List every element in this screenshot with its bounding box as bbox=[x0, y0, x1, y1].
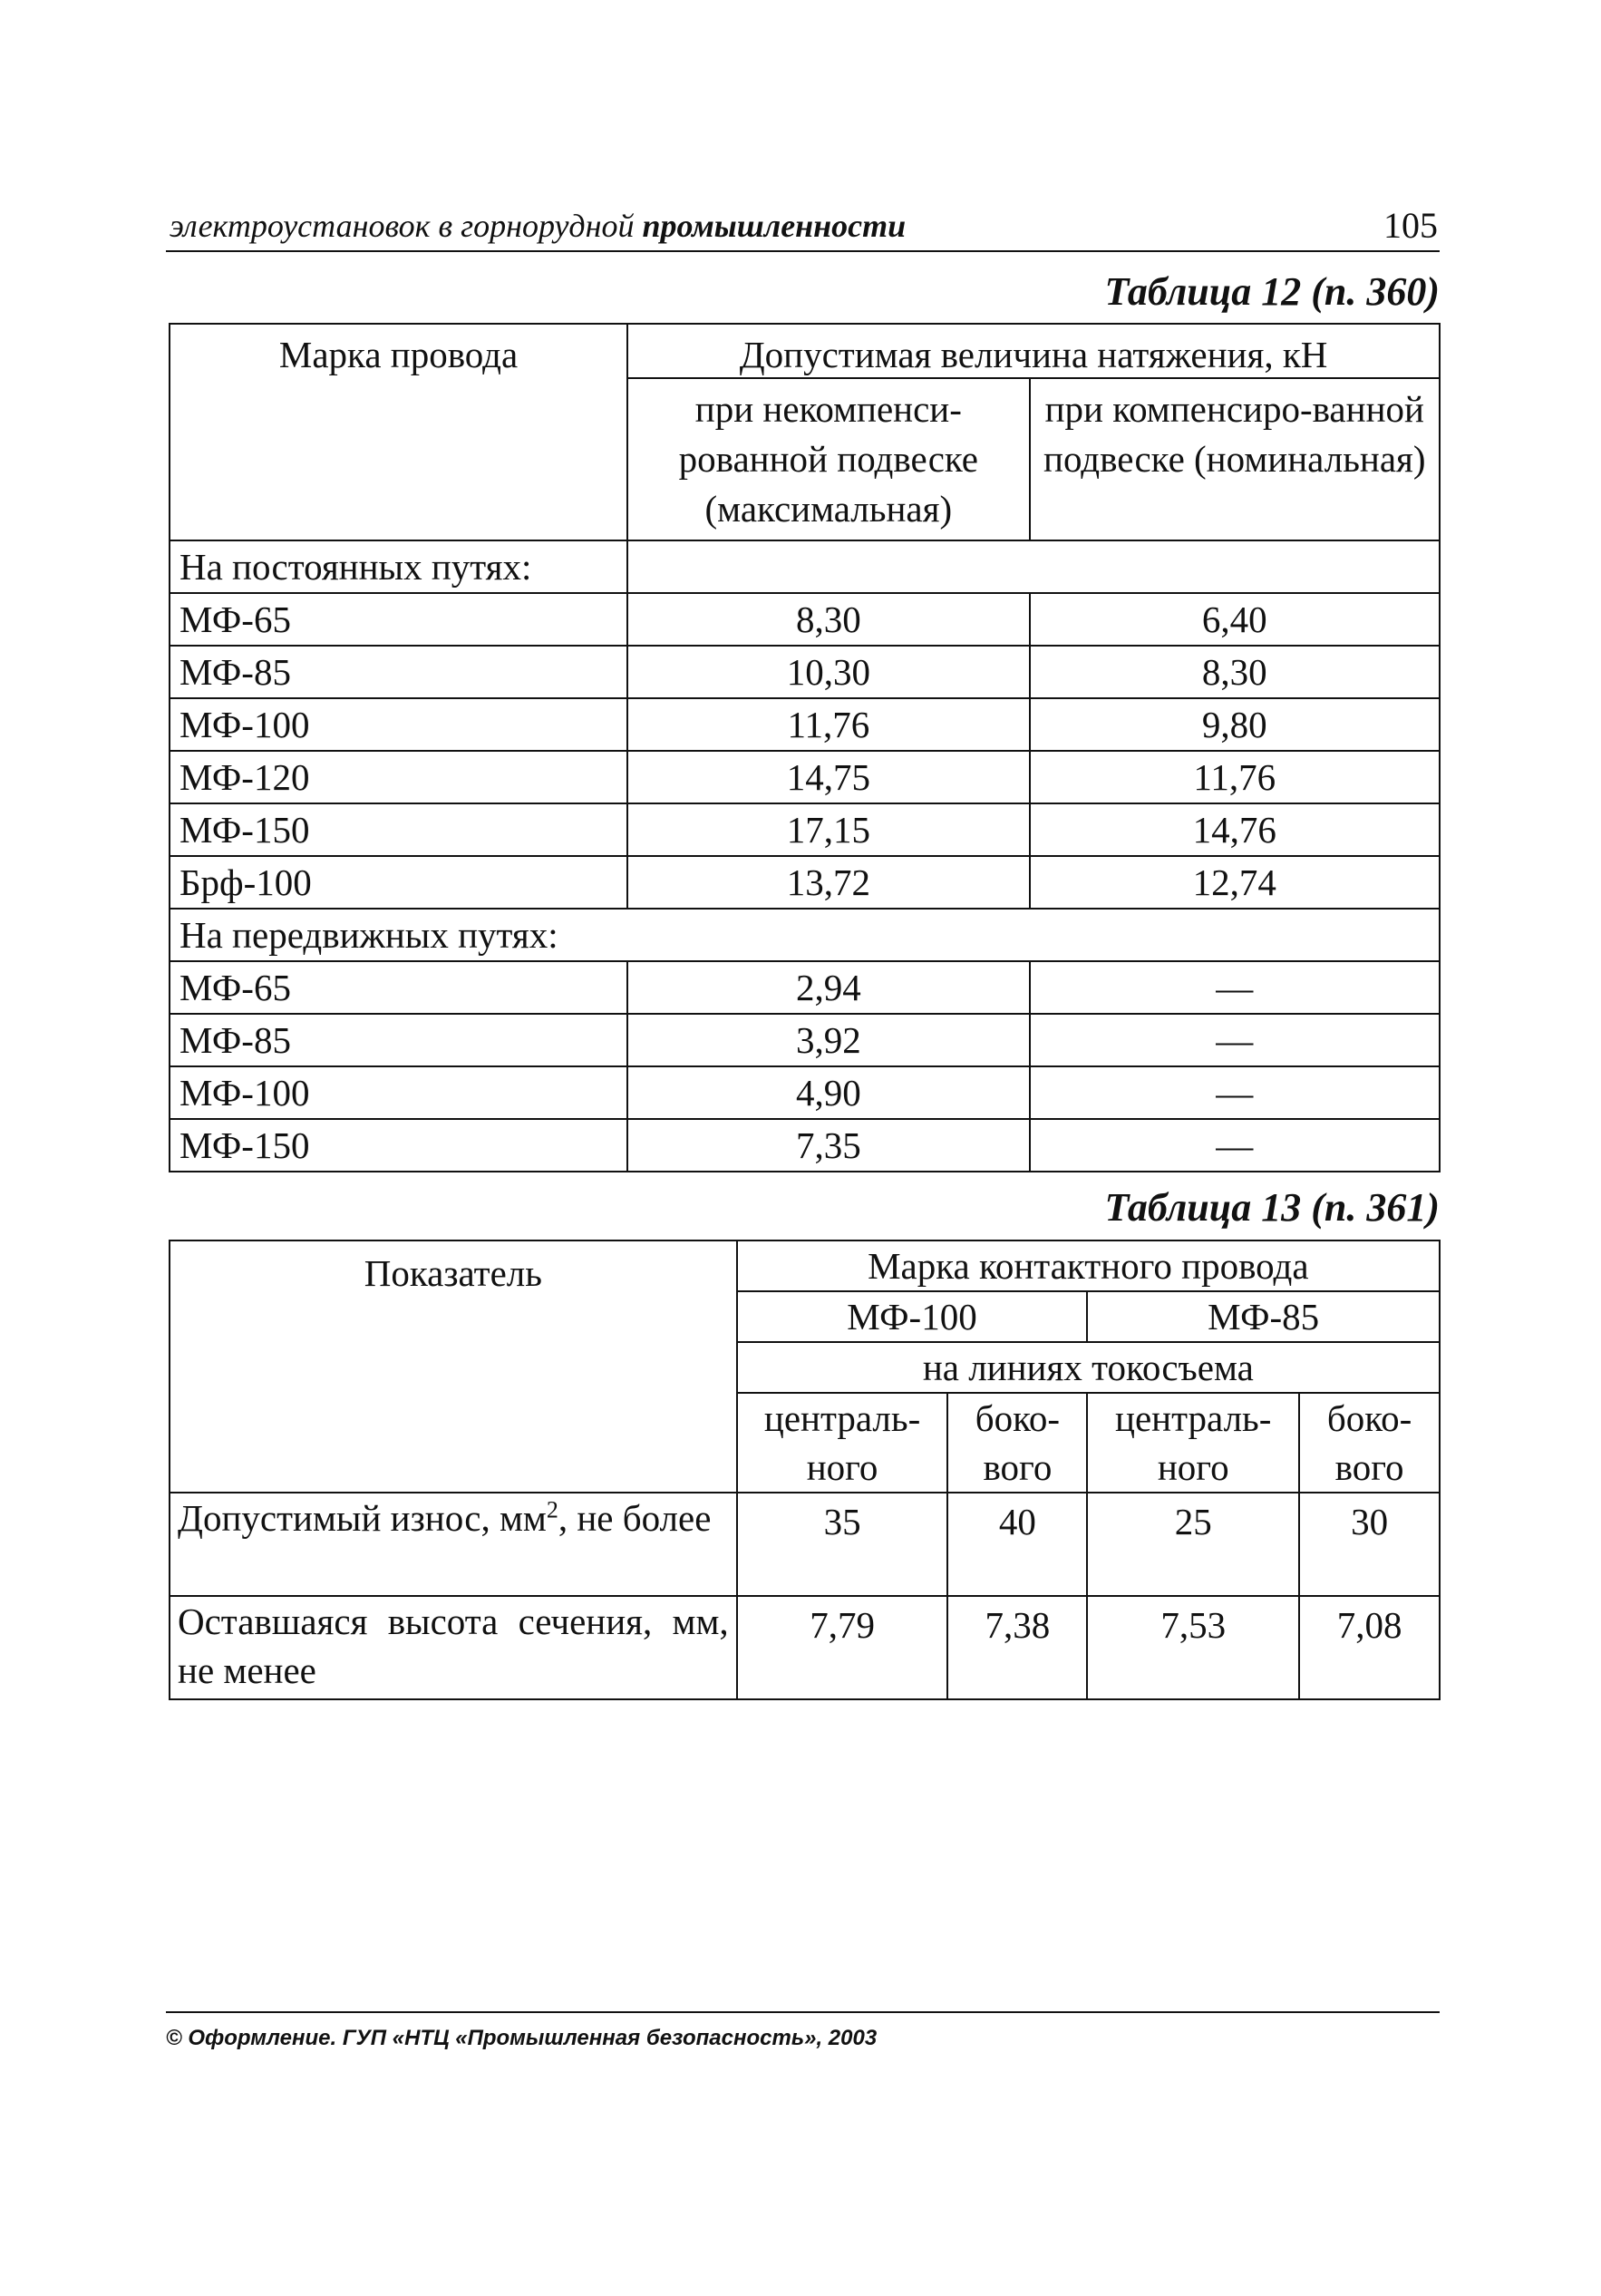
indicator-value-cell: 7,08 bbox=[1299, 1596, 1440, 1699]
table-row bbox=[170, 1119, 1440, 1172]
wire-brand-cell: МФ-150 bbox=[170, 803, 627, 856]
header-wire-brand: Марка провода bbox=[170, 324, 627, 540]
table13-caption: Таблица 13 (п. 361) bbox=[1104, 1185, 1440, 1230]
header-brand-mf85: МФ-85 bbox=[1087, 1291, 1440, 1342]
section-mobile: На передвижных путях: bbox=[170, 909, 1440, 961]
compensated-value-cell: 14,76 bbox=[1030, 803, 1440, 856]
section-permanent: На постоянных путях: bbox=[170, 540, 627, 593]
wire-brand-cell: Брф-100 bbox=[170, 856, 627, 909]
page-number: 105 bbox=[1383, 205, 1438, 246]
compensated-value-cell: 11,76 bbox=[1030, 751, 1440, 803]
header-pickup-lines: на линиях токосъема bbox=[737, 1342, 1440, 1393]
table13-rows bbox=[170, 1493, 1440, 1699]
indicator-value-cell: 30 bbox=[1299, 1493, 1440, 1596]
compensated-value-cell: 9,80 bbox=[1030, 698, 1440, 751]
table-row bbox=[170, 751, 1440, 803]
compensated-value-cell: — bbox=[1030, 1119, 1440, 1172]
table-row bbox=[170, 698, 1440, 751]
wire-brand-cell: МФ-100 bbox=[170, 1066, 627, 1119]
table-row bbox=[170, 1596, 1440, 1699]
table-12 bbox=[169, 323, 1441, 1172]
header-side-2: боко-вого bbox=[1299, 1393, 1440, 1493]
permanent-rows bbox=[170, 593, 1440, 909]
wire-brand-cell: МФ-65 bbox=[170, 961, 627, 1014]
header-central-2: централь-ного bbox=[1087, 1393, 1299, 1493]
wire-brand-cell: МФ-65 bbox=[170, 593, 627, 646]
uncompensated-value-cell: 11,76 bbox=[627, 698, 1029, 751]
table-row bbox=[170, 803, 1440, 856]
indicator-label-superscript: 2 bbox=[546, 1496, 558, 1523]
uncompensated-value-cell: 3,92 bbox=[627, 1014, 1029, 1066]
uncompensated-value-cell: 14,75 bbox=[627, 751, 1029, 803]
indicator-label-cell bbox=[170, 1493, 737, 1596]
wire-brand-cell: МФ-100 bbox=[170, 698, 627, 751]
footer-rule bbox=[166, 2011, 1440, 2013]
table-row bbox=[170, 593, 1440, 646]
table-row bbox=[170, 1493, 1440, 1596]
running-title-text: электроустановок в горнорудной bbox=[170, 208, 643, 244]
uncompensated-value-cell: 7,35 bbox=[627, 1119, 1029, 1172]
compensated-value-cell: 8,30 bbox=[1030, 646, 1440, 698]
indicator-value-cell: 7,79 bbox=[737, 1596, 948, 1699]
indicator-value-cell: 7,38 bbox=[947, 1596, 1087, 1699]
header-wire-brand-contact: Марка контактного провода bbox=[737, 1240, 1440, 1291]
table-row bbox=[170, 646, 1440, 698]
header-side-1: боко-вого bbox=[947, 1393, 1087, 1493]
compensated-value-cell: 12,74 bbox=[1030, 856, 1440, 909]
header-tension: Допустимая величина натяжения, кН bbox=[627, 324, 1440, 378]
table12-caption: Таблица 12 (п. 360) bbox=[1104, 269, 1440, 314]
table-row bbox=[170, 1014, 1440, 1066]
uncompensated-value-cell: 10,30 bbox=[627, 646, 1029, 698]
compensated-value-cell: — bbox=[1030, 1066, 1440, 1119]
indicator-label-text: Допустимый износ, мм bbox=[178, 1497, 547, 1539]
indicator-label-cell bbox=[170, 1596, 737, 1699]
header-compensated: при компенсиро-ванной подвеске (номинальная) bbox=[1030, 378, 1440, 540]
uncompensated-value-cell: 13,72 bbox=[627, 856, 1029, 909]
table-row bbox=[170, 1066, 1440, 1119]
uncompensated-value-cell: 2,94 bbox=[627, 961, 1029, 1014]
compensated-value-cell: 6,40 bbox=[1030, 593, 1440, 646]
compensated-value-cell: — bbox=[1030, 961, 1440, 1014]
compensated-value-cell: — bbox=[1030, 1014, 1440, 1066]
wire-brand-cell: МФ-85 bbox=[170, 646, 627, 698]
indicator-value-cell: 40 bbox=[947, 1493, 1087, 1596]
footer-copyright: © Оформление. ГУП «НТЦ «Промышленная безопасность», 2003 bbox=[166, 2026, 878, 2050]
table-row bbox=[170, 856, 1440, 909]
table-row bbox=[170, 961, 1440, 1014]
running-title-bold: промышленности bbox=[642, 208, 907, 244]
section-permanent-empty bbox=[627, 540, 1440, 593]
wire-brand-cell: МФ-120 bbox=[170, 751, 627, 803]
indicator-label-suffix: , не более bbox=[558, 1497, 712, 1539]
indicator-value-cell: 35 bbox=[737, 1493, 948, 1596]
uncompensated-value-cell: 4,90 bbox=[627, 1066, 1029, 1119]
table-13 bbox=[169, 1240, 1441, 1700]
header-central-1: централь-ного bbox=[737, 1393, 948, 1493]
mobile-rows bbox=[170, 961, 1440, 1172]
wire-brand-cell: МФ-85 bbox=[170, 1014, 627, 1066]
uncompensated-value-cell: 17,15 bbox=[627, 803, 1029, 856]
header-brand-mf100: МФ-100 bbox=[737, 1291, 1088, 1342]
header-indicator: Показатель bbox=[170, 1240, 737, 1493]
running-title bbox=[170, 207, 906, 245]
indicator-value-cell: 7,53 bbox=[1087, 1596, 1299, 1699]
uncompensated-value-cell: 8,30 bbox=[627, 593, 1029, 646]
indicator-value-cell: 25 bbox=[1087, 1493, 1299, 1596]
running-header bbox=[166, 196, 1440, 252]
header-uncompensated: при некомпенси-рованной подвеске (максимальная) bbox=[627, 378, 1029, 540]
indicator-label-text: Оставшаяся высота сечения, мм, не менее bbox=[178, 1600, 729, 1691]
wire-brand-cell: МФ-150 bbox=[170, 1119, 627, 1172]
